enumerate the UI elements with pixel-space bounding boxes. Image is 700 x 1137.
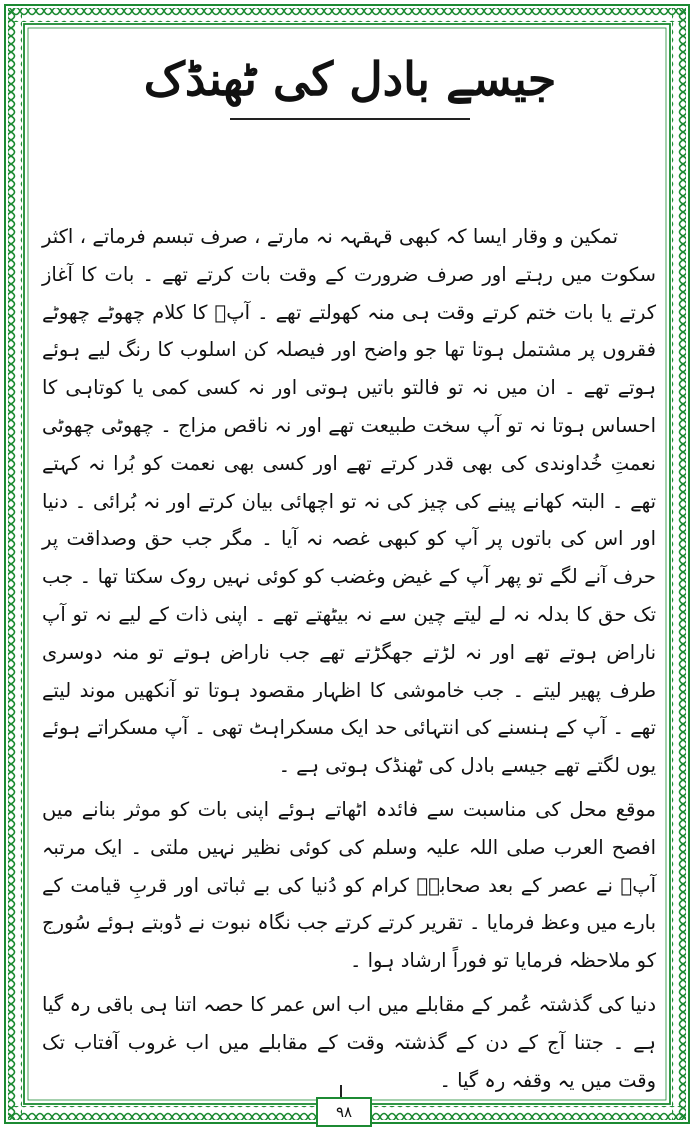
page-number: ۹۸ [316,1097,372,1127]
page-title: جیسے بادل کی ٹھنڈک [143,52,557,106]
paragraph-2: موقع محل کی مناسبت سے فائدہ اٹھاتے ہوئے اپنی بات کو موثر بنانے میں افصح العرب صلی اللہ علیہ وسلم کی کوئی نظیر نہیں ملتی ۔ ایک مرتبہ آپؐ نے عصر کے بعد صحابہؓ کرام کو دُنیا کی بے ثباتی اور قربِ قیامت کے بارے میں وعظ فرمایا ۔ تقریر کرتے کرتے جب نگاہ نبوت نے ڈوبتے ہوئے سُورج کو ملاحظہ فرمایا تو فوراً ارشاد ہوا ۔ [42,797,656,973]
title-underline [230,118,470,120]
paragraph-1: تمکین و وقار ایسا کہ کبھی قہقہہ نہ مارتے ، صرف تبسم فرماتے ، اکثر سکوت میں رہتے اور صرف ضرورت کے وقت بات کرتے تھے ۔ بات کا آغاز کرتے یا بات ختم کرتے وقت ہی منہ کھولتے تھے ۔ آپؐ کا کلام چھوٹے چھوٹے فقروں پر مشتمل ہوتا تھا جو واضح اور فیصلہ کن اسلوب کا رنگ لیے ہوئے ہوتے تھے ۔ ان میں نہ تو فالتو باتیں ہوتی اور نہ کسی کمی یا کوتاہی کا احساس ہوتا نہ تو آپ سخت طبیعت تھے اور نہ ناقص مزاج ۔ چھوٹی چھوٹی نعمتِ خُداوندی کی بھی قدر کرتے تھے اور کسی بھی نعمت کو بُرا نہ کہتے تھے ۔ البتہ کھانے پینے کی چیز کی نہ تو اچھائی بیان کرتے اور نہ بُرائی ۔ دنیا اور اس کی باتوں پر آپ کو کبھی غصہ نہ آیا ۔ مگر جب حق وصداقت پر حرف آنے لگے تو پھر آپ کے غیض وغضب کو کوئی نہیں روک سکتا تھا ۔ جب تک حق کا بدلہ نہ لے لیتے چین سے نہ بیٹھتے تھے ۔ اپنی ذات کے لیے نہ تو آپ ناراض ہوتے تھے اور نہ لڑتے جھگڑتے تھے جب ناراض ہوتے تو منہ دوسری طرف پھیر لیتے ۔ جب خاموشی کا اظہار مقصود ہوتا تو آنکھیں موند لیتے تھے ۔ آپ کے ہنسنے کی انتہائی حد ایک مسکراہٹ تھی ۔ آپ مسکراتے ہوئے یوں لگتے تھے جیسے بادل کی ٹھنڈک ہوتی ہے ۔ [42,225,656,778]
paragraph-3: دنیا کی گذشتہ عُمر کے مقابلے میں اب اس عمر کا حصہ اتنا ہی باقی رہ گیا ہے ۔ جتنا آج کے دن کے گذشتہ وقت کے مقابلے میں اب غروب آفتاب تک وقت میں یہ وقفہ رہ گیا ۔ [42,992,656,1092]
article-body [42,218,656,1099]
